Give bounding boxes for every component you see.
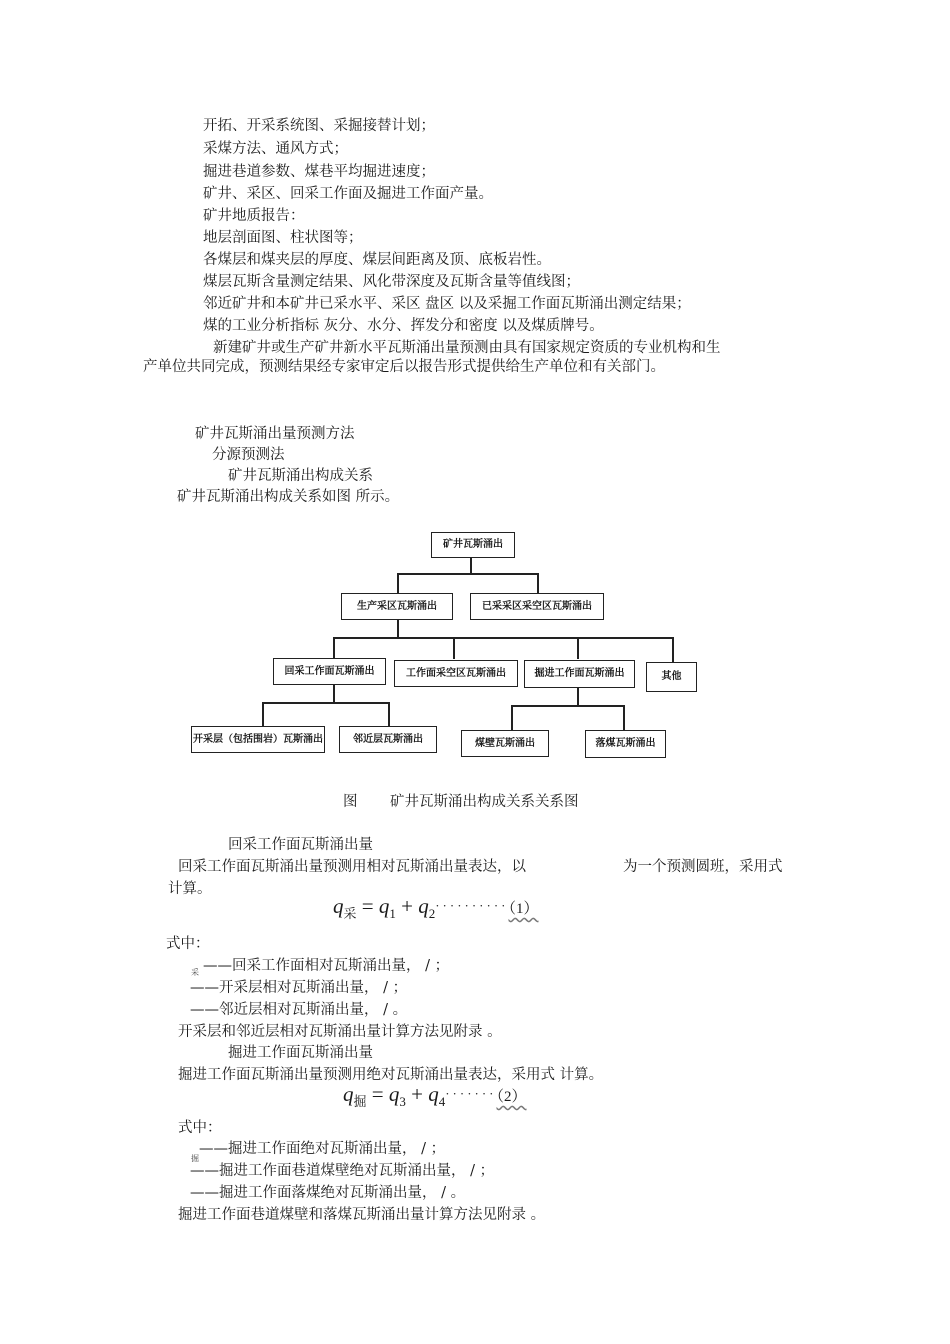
variable-definition: ——邻近层相对瓦斯涌出量， / 。 [190,1002,408,1018]
formula-2: $q_掘 = q_3 + q_4\cdot\cdot\cdot\cdot\cdot\cdot\cdot(2)$ [343,1082,527,1109]
variable-definition: ——回采工作面相对瓦斯涌出量， / ； [203,958,450,974]
list-item: 邻近矿井和本矿井已采水平、采区 盘区 以及采掘工作面瓦斯涌出测定结果； [203,296,691,312]
diagram-node-face-goaf: 工作面采空区瓦斯涌出 [394,660,518,687]
list-item: 各煤层和煤夹层的厚度、煤层间距离及顶、底板岩性。 [203,252,551,268]
diagram-node-mined-goaf: 已采采区采空区瓦斯涌出 [470,593,604,620]
diagram-node-fallen-coal: 落煤瓦斯涌出 [585,730,666,758]
section-heading: 矿井瓦斯涌出量预测方法 [195,426,355,442]
paragraph-line: 新建矿井或生产矿井新水平瓦斯涌出量预测由具有国家规定资质的专业机构和生 [213,340,721,356]
diagram-node-mining-face: 回采工作面瓦斯涌出 [273,658,386,685]
variable-definition: ——掘进工作面落煤绝对瓦斯涌出量， / 。 [190,1185,466,1201]
diagram-node-driving-face: 掘进工作面瓦斯涌出 [524,660,635,688]
diagram-node-root: 矿井瓦斯涌出 [431,532,515,558]
diagram-node-coal-wall: 煤壁瓦斯涌出 [461,730,549,757]
paragraph-line: 产单位共同完成，预测结果经专家审定后以报告形式提供给生产单位和有关部门。 [143,359,665,375]
section-heading: 掘进工作面瓦斯涌出量 [228,1045,373,1061]
diagram-node-adjacent-seam: 邻近层瓦斯涌出 [339,726,437,753]
list-item: 矿井地质报告： [203,208,305,224]
list-item: 掘进巷道参数、煤巷平均掘进速度； [203,164,435,180]
diagram-node-production-area: 生产采区瓦斯涌出 [341,593,453,620]
figure-caption: 矿井瓦斯涌出构成关系关系图 [390,794,579,810]
list-item: 矿井、采区、回采工作面及掘进工作面产量。 [203,186,493,202]
body-text: 计算。 [168,881,212,897]
list-item: 采煤方法、通风方式； [203,141,348,157]
subsection-heading: 分源预测法 [212,447,285,463]
list-item: 煤的工业分析指标 灰分、水分、挥发分和密度 以及煤质牌号。 [203,318,604,334]
list-item: 煤层瓦斯含量测定结果、风化带深度及瓦斯含量等值线图； [203,274,580,290]
where-label: 式中： [166,936,210,952]
where-label: 式中： [178,1120,222,1136]
subsubsection-heading: 矿井瓦斯涌出构成关系 [228,468,373,484]
body-text: 回采工作面瓦斯涌出量预测用相对瓦斯涌出量表达，以 [178,859,526,875]
variable-subscript: 掘 [191,1154,199,1163]
body-text: 掘进工作面瓦斯涌出量预测用绝对瓦斯涌出量表达，采用式 计算。 [178,1067,604,1083]
list-item: 开拓、开采系统图、采掘接替计划； [203,118,435,134]
body-text: 掘进工作面巷道煤壁和落煤瓦斯涌出量计算方法见附录 。 [178,1207,546,1223]
variable-subscript: 采 [191,968,199,977]
diagram-node-working-seam: 开采层（包括围岩）瓦斯涌出 [191,726,325,753]
variable-definition: ——掘进工作面绝对瓦斯涌出量， / ； [199,1141,446,1157]
formula-1: $q_采 = q_1 + q_2\cdot\cdot\cdot\cdot\cdot\cdot\cdot\cdot\cdot\cdot(1)$ [333,894,539,921]
relation-text: 矿井瓦斯涌出构成关系如图 所示。 [177,489,400,505]
body-text: 为一个预测圆班，采用式 [623,859,783,875]
list-item: 地层剖面图、柱状图等； [203,230,363,246]
body-text: 开采层和邻近层相对瓦斯涌出量计算方法见附录 。 [178,1024,502,1040]
variable-definition: ——掘进工作面巷道煤壁绝对瓦斯涌出量， / ； [190,1163,495,1179]
figure-caption-prefix: 图 [343,794,358,810]
variable-definition: ——开采层相对瓦斯涌出量， / ； [190,980,408,996]
section-heading: 回采工作面瓦斯涌出量 [228,837,373,853]
diagram-node-other: 其他 [646,662,697,692]
